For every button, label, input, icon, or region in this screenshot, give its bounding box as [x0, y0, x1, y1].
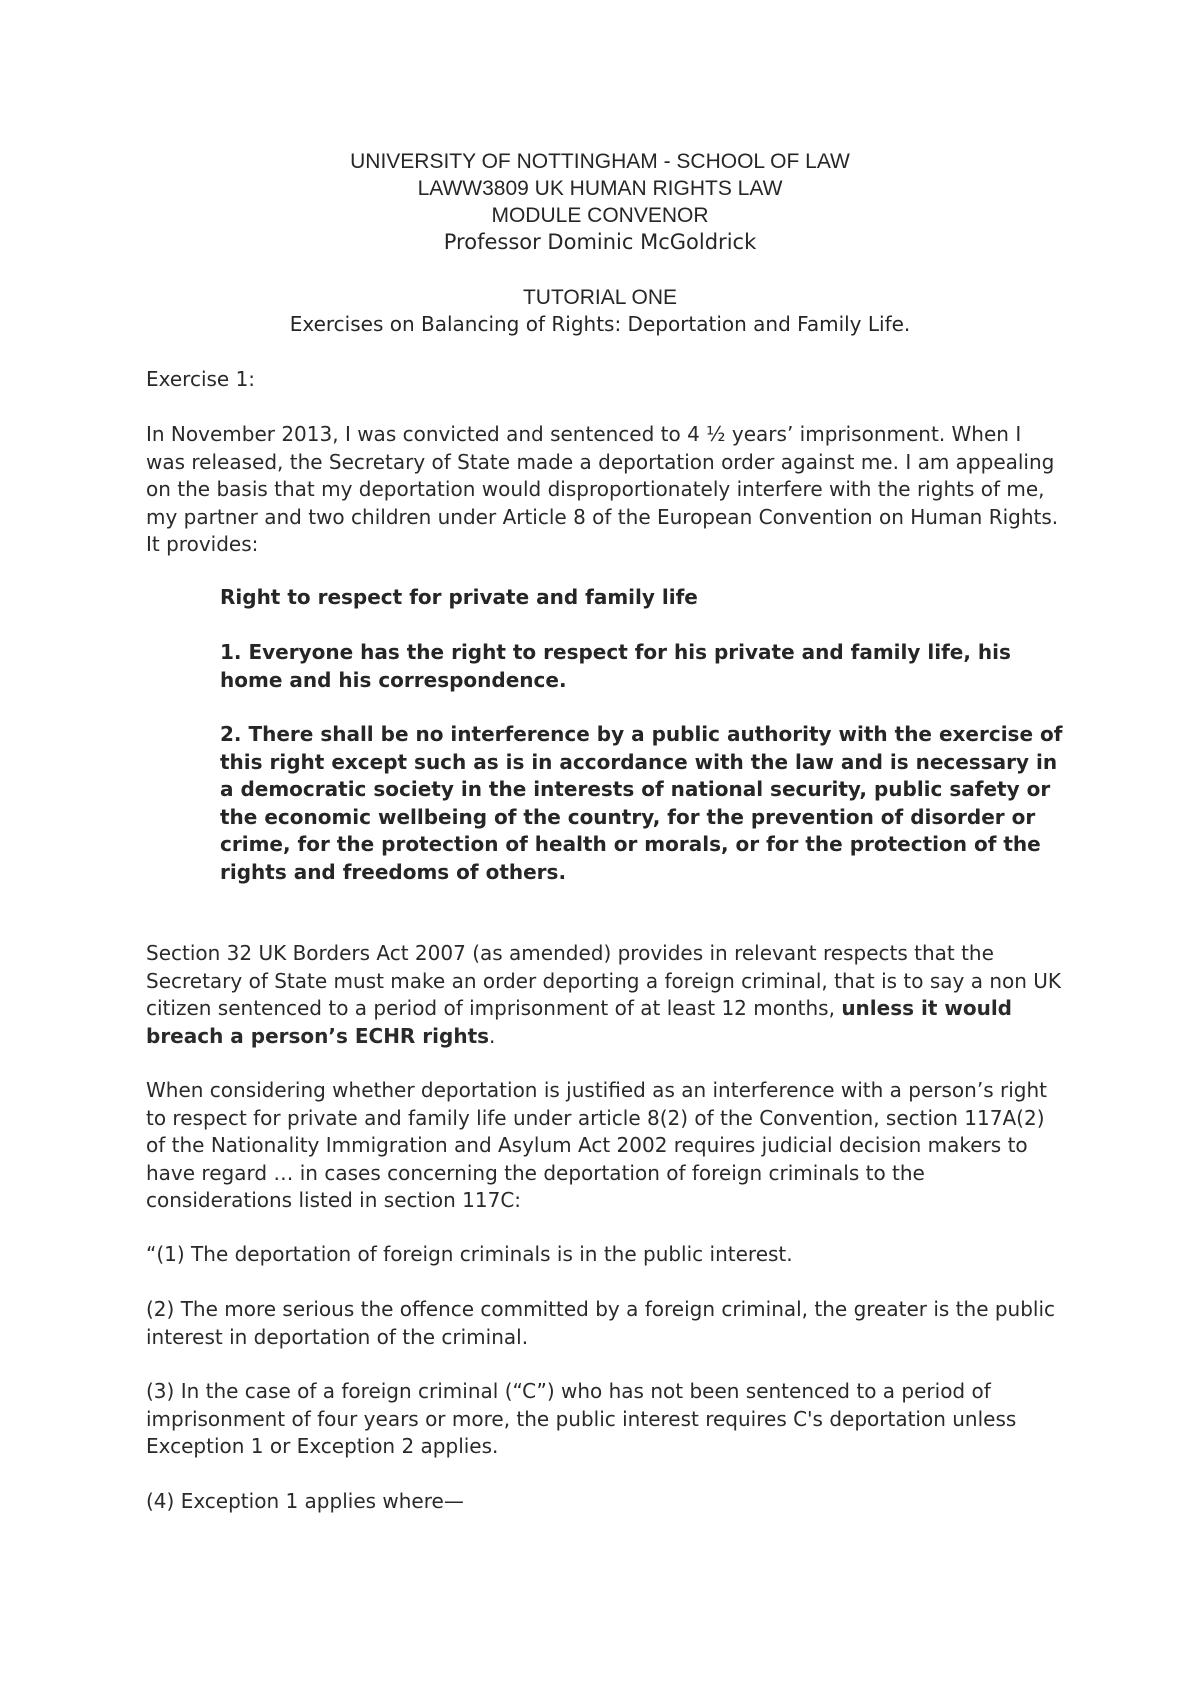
exercise-intro: In November 2013, I was convicted and sentenced to 4 ½ years’ imprisonment. When I was released, the Secretary of State made a deportation order against me. I am appealing on the basis that my deportation would disproportionately interfere with the rights of me, my partner and two children under Article 8 of the European Convention on Human Rights. It provides: [146, 422, 1059, 556]
section117-intro: When considering whether deportation is justified as an interference with a person’s right to respect for private and family life under article 8(2) of the Convention, section 117A(2) of the Nationality Immigration and Asylum Act 2002 requires judicial decision makers to have regard … in cases concerning the deportation of foreign criminals to the considerations listed in section 117C: [146, 1078, 1047, 1212]
convenor-name: Professor Dominic McGoldrick [443, 230, 757, 254]
section32-text-before: Section 32 UK Borders Act 2007 (as amended) provides in relevant respects that the Secretary of State must make an order deporting a foreign criminal, that is to say a non UK citizen sentenced to a period of imprisonment of at least 12 months, [146, 941, 1062, 1020]
tutorial-title: TUTORIAL ONE [522, 286, 678, 309]
article8-title [220, 584, 1070, 612]
section32-paragraph [146, 940, 1066, 1050]
module-title: LAWW3809 UK HUMAN RIGHTS LAW [417, 177, 783, 200]
article8-para2: 2. There shall be no interference by a public authority with the exercise of this right except such as is in accordance with the law and is necessary in a democratic society in the interests of national security, public safety or the economic wellbeing of the country, for the prevention of disorder or crime, for the protection of health or morals, or for the protection of the rights and freedoms of others. [220, 722, 1063, 884]
section117-item-3: (3) In the case of a foreign criminal (“C”) who has not been sentenced to a period of imprisonment of four years or more, the public interest requires C's deportation unless Exception 1 or Exception 2 applies. [146, 1379, 1017, 1458]
section32-text-after: . [489, 1023, 496, 1048]
article8-title-text: Right to respect for private and family life [220, 585, 698, 609]
exercise-heading: Exercise 1: [146, 367, 256, 391]
tutorial-subtitle: Exercises on Balancing of Rights: Deportation and Family Life. [289, 312, 911, 336]
university-title: UNIVERSITY OF NOTTINGHAM - SCHOOL OF LAW [350, 150, 850, 173]
section117-item-2: (2) The more serious the offence committed by a foreign criminal, the greater is the public interest in deportation of the criminal. [146, 1297, 1056, 1349]
section117-item-4: (4) Exception 1 applies where— [146, 1489, 464, 1513]
section117-item-1: “(1) The deportation of foreign criminals is in the public interest. [146, 1242, 793, 1266]
convenor-label: MODULE CONVENOR [491, 204, 709, 227]
article8-para1: 1. Everyone has the right to respect for his private and family life, his home and his correspondence. [220, 640, 1011, 692]
section32-text-bold: unless it would breach a person’s ECHR rights [146, 996, 1012, 1048]
